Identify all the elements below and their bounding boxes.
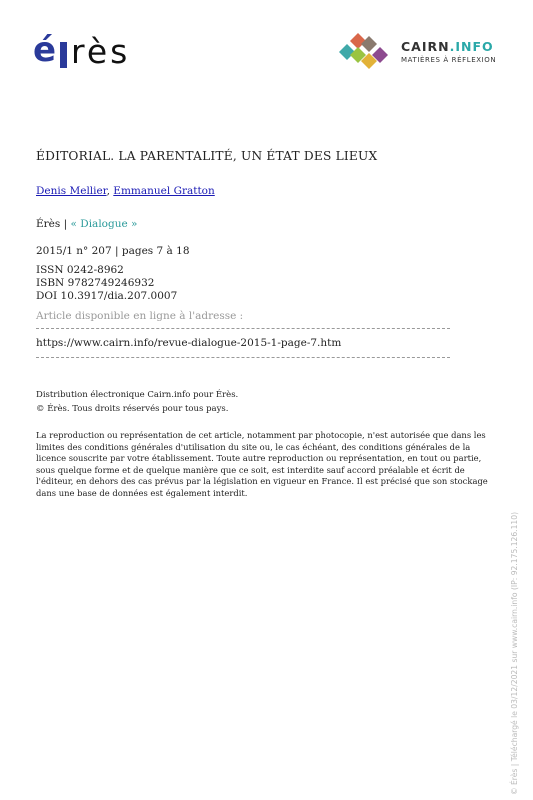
eres-logo [33, 30, 143, 74]
cairn-logo-icon [338, 33, 396, 71]
publisher-line [36, 218, 137, 230]
cairn-diamonds [339, 33, 388, 69]
authors [36, 185, 215, 197]
divider-bottom [36, 357, 450, 358]
download-watermark: © Érès | Téléchargé le 03/12/2021 sur www.cairn.info (IP: 92.175.126.110) [510, 511, 519, 795]
distribution-line-2: © Érès. Tous droits réservés pour tous pays. [36, 404, 229, 414]
legal-notice: La reproduction ou représentation de cet article, notamment par photocopie, n'est autorisée que dans les limites des conditions générales d'utilisation du site ou, le cas échéant, des conditions générales de la licence souscrite par votre établissement. Toute autre reproduction ou représentation, en tout ou partie, sous quelque forme et de quelque manière que ce soit, est interdite sauf accord préalable et écrit de l'éditeur, en dehors des cas prévus par la législation en vigueur en France. Il est précisé que son stockage dans une base de données est également interdit. [36, 430, 488, 498]
cairn-tagline: MATIÈRES À RÉFLEXION [401, 56, 497, 64]
author-separator: , [106, 185, 114, 197]
eres-logo-bar [60, 42, 67, 68]
cairn-brand [401, 39, 494, 54]
divider-top [36, 328, 450, 329]
availability-label: Article disponible en ligne à l'adresse : [36, 310, 244, 322]
eres-logo-text: rès [71, 32, 131, 71]
publisher-separator: | [60, 218, 71, 230]
issn: ISSN 0242-8962 [36, 264, 124, 276]
article-url[interactable]: https://www.cairn.info/revue-dialogue-2015-1-page-7.htm [36, 337, 342, 349]
collection-link[interactable]: « Dialogue » [70, 218, 138, 230]
isbn: ISBN 9782749246932 [36, 277, 155, 289]
doi: DOI 10.3917/dia.207.0007 [36, 290, 178, 302]
article-title: ÉDITORIAL. LA PARENTALITÉ, UN ÉTAT DES LIEUX [36, 149, 378, 163]
author-link-1[interactable]: Denis Mellier [36, 185, 107, 197]
publisher-name: Érès [36, 218, 61, 230]
cairn-domain: .INFO [449, 39, 494, 54]
issue-info: 2015/1 n° 207 | pages 7 à 18 [36, 245, 190, 257]
cairn-name: CAIRN [401, 39, 450, 54]
eres-logo-first-letter: é [33, 30, 57, 70]
author-link-2[interactable]: Emmanuel Gratton [113, 185, 215, 197]
distribution-line-1: Distribution électronique Cairn.info pour Érès. [36, 390, 239, 400]
